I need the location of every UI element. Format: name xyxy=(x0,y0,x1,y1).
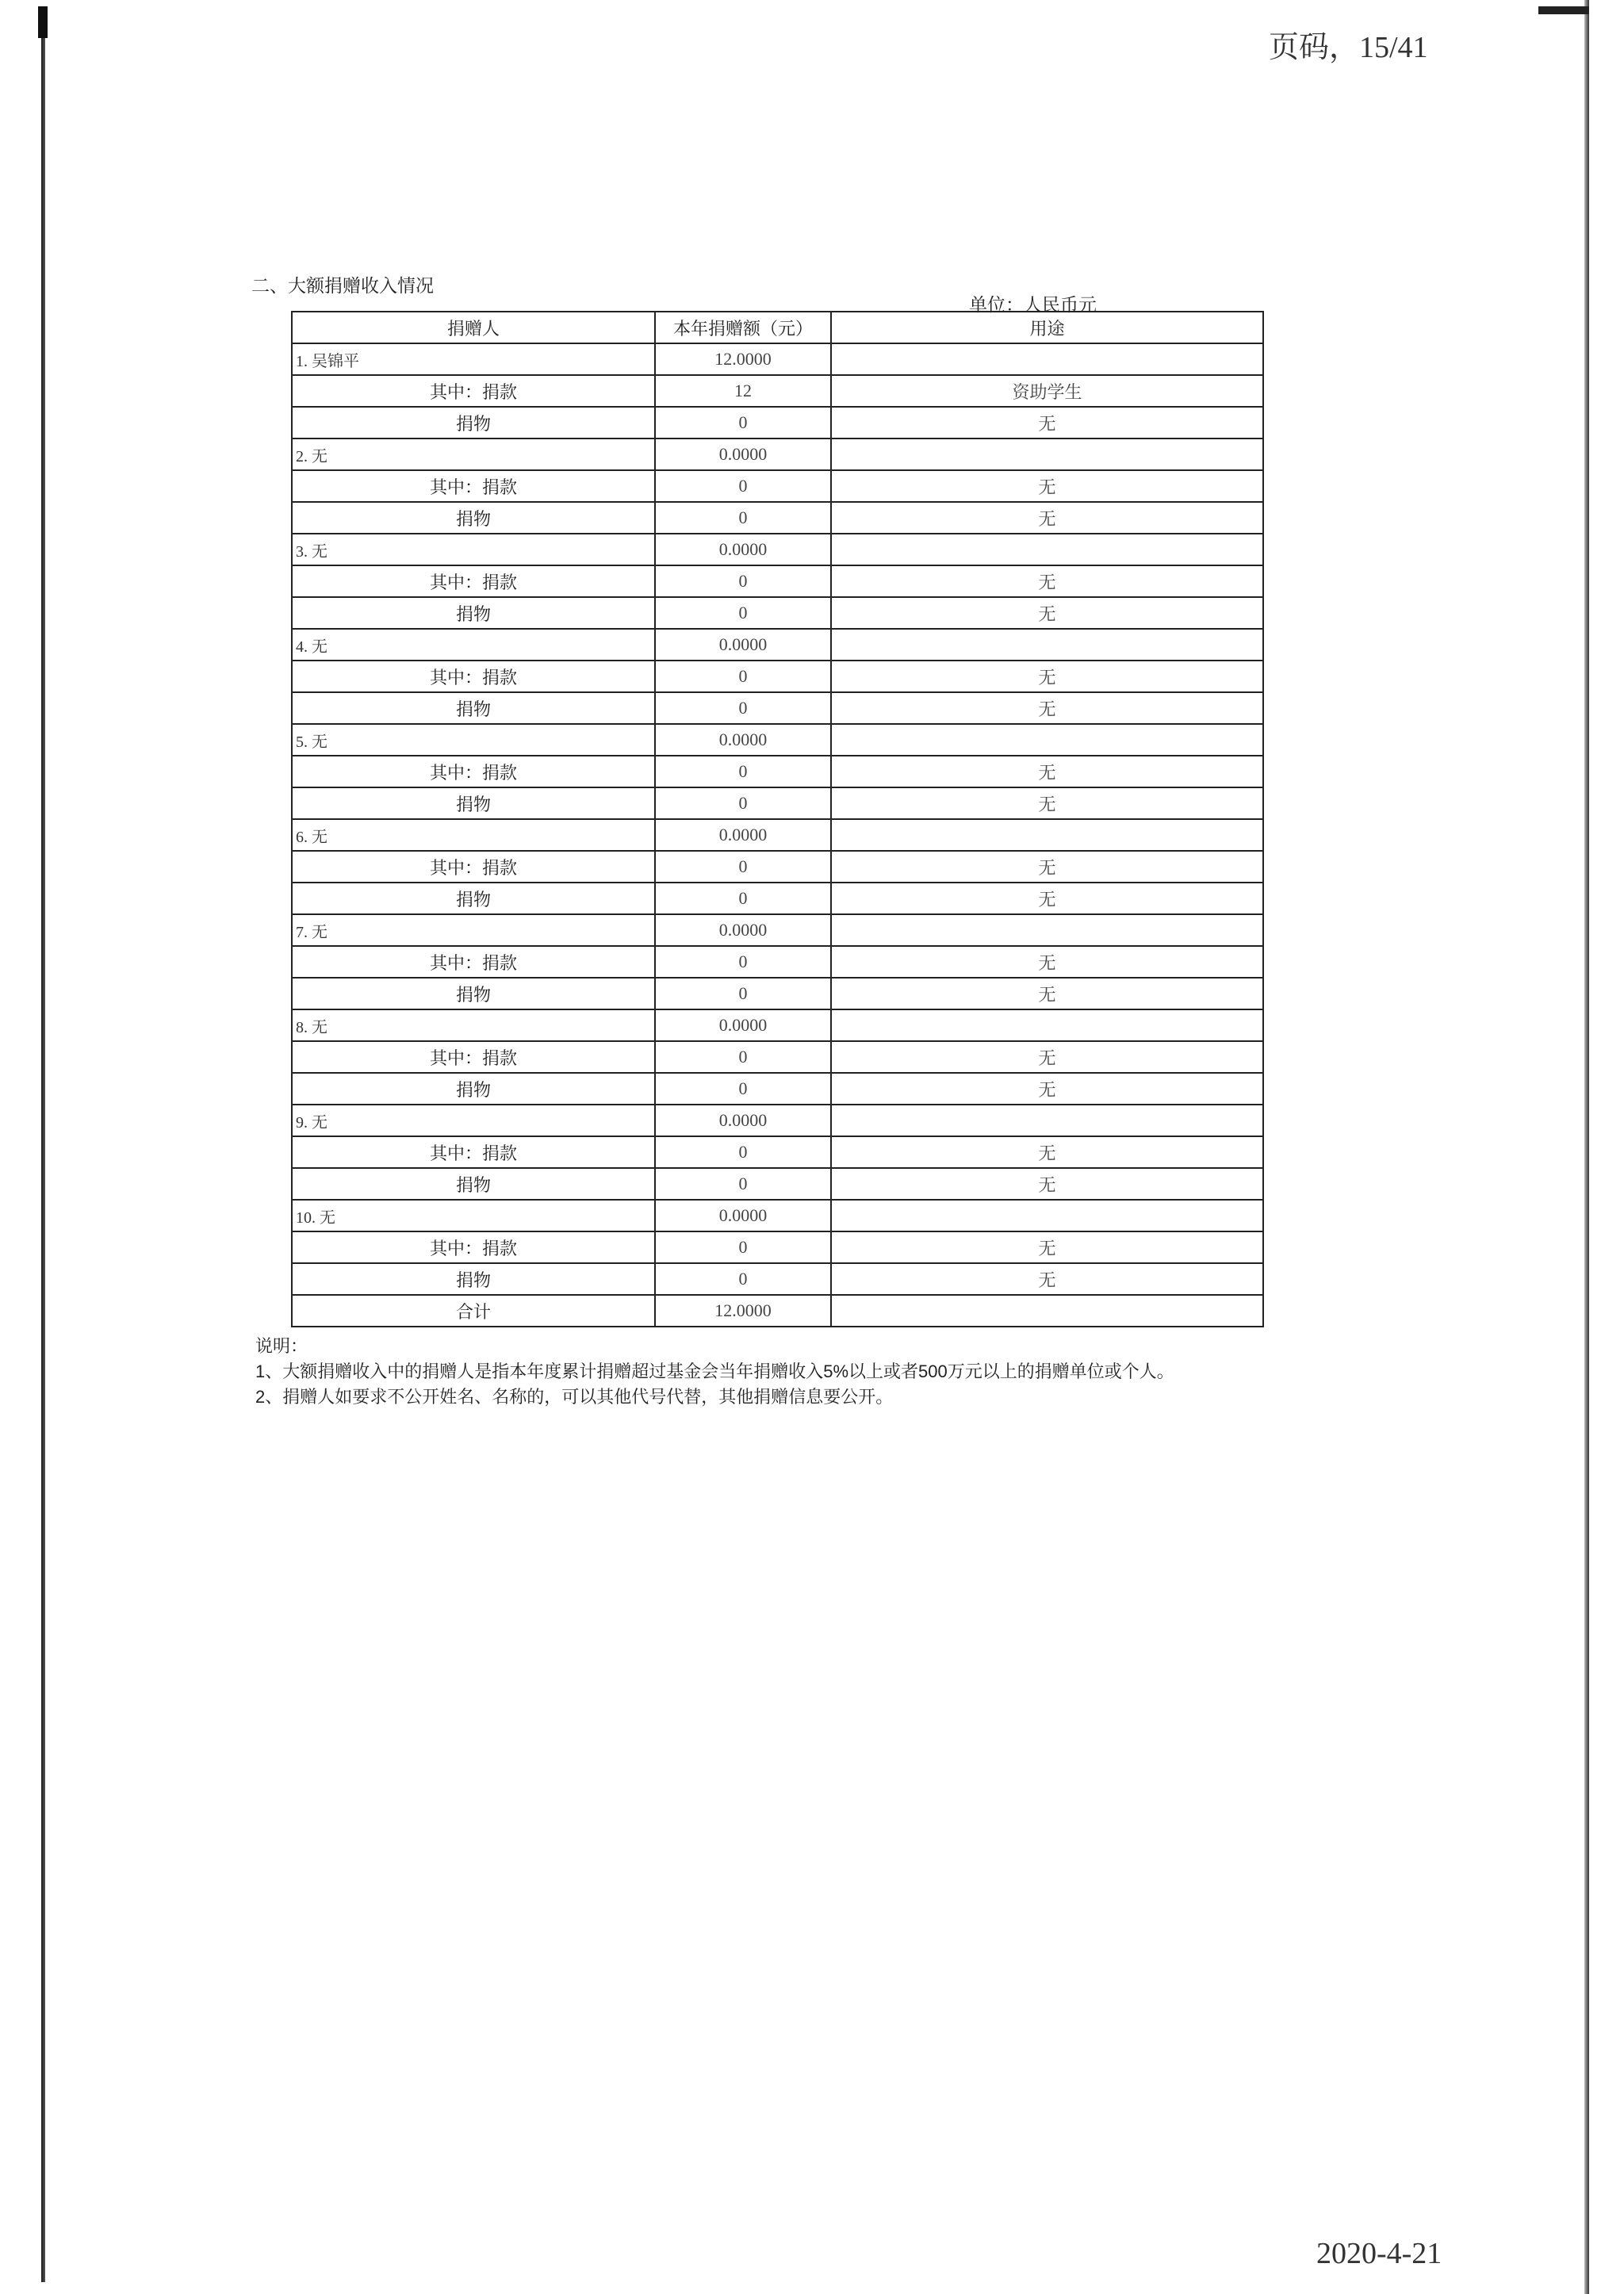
table-total-row xyxy=(292,1295,1263,1327)
unit-label: 单位：人民币元 xyxy=(969,294,1097,315)
row-label-sub: 捐物 xyxy=(292,1168,655,1200)
row-use xyxy=(831,724,1263,756)
table-row xyxy=(292,502,1263,534)
notes-heading: 说明： xyxy=(255,1336,308,1356)
row-amount: 0 xyxy=(655,756,831,787)
notes xyxy=(255,1334,1174,1410)
row-use xyxy=(831,1009,1263,1041)
table-row xyxy=(292,439,1263,470)
row-use: 无 xyxy=(831,692,1263,724)
row-amount: 0 xyxy=(655,597,831,629)
row-label-donor: 3. 无 xyxy=(292,534,655,565)
row-amount: 0.0000 xyxy=(655,534,831,565)
table-row xyxy=(292,756,1263,787)
row-label-donor: 9. 无 xyxy=(292,1105,655,1136)
row-use: 无 xyxy=(831,787,1263,819)
footer-date: 2020-4-21 xyxy=(1316,2237,1442,2270)
row-label-sub: 捐物 xyxy=(292,502,655,534)
row-label-donor: 7. 无 xyxy=(292,914,655,946)
table-body xyxy=(292,343,1263,1327)
row-label-sub: 捐物 xyxy=(292,407,655,439)
table-row xyxy=(292,1231,1263,1263)
row-use: 无 xyxy=(831,470,1263,502)
row-amount: 0 xyxy=(655,692,831,724)
row-use: 无 xyxy=(831,1168,1263,1200)
table-row xyxy=(292,819,1263,851)
page-number: 页码，15/41 xyxy=(1269,31,1428,64)
row-amount: 0 xyxy=(655,565,831,597)
row-label-donor: 10. 无 xyxy=(292,1200,655,1231)
row-amount: 0 xyxy=(655,502,831,534)
row-label-sub: 捐物 xyxy=(292,1073,655,1105)
row-amount: 0 xyxy=(655,1231,831,1263)
row-amount: 0.0000 xyxy=(655,439,831,470)
row-amount: 0 xyxy=(655,470,831,502)
table-row xyxy=(292,661,1263,692)
row-amount: 0 xyxy=(655,1136,831,1168)
row-label-donor: 4. 无 xyxy=(292,629,655,661)
table-row xyxy=(292,1041,1263,1073)
row-label-sub: 其中：捐款 xyxy=(292,756,655,787)
table-header-row xyxy=(292,312,1263,343)
row-use: 无 xyxy=(831,1041,1263,1073)
row-label-sub: 其中：捐款 xyxy=(292,1136,655,1168)
row-amount: 0.0000 xyxy=(655,1105,831,1136)
row-use xyxy=(831,1105,1263,1136)
note-item-1: 1、大额捐赠收入中的捐赠人是指本年度累计捐赠超过基金会当年捐赠收入5%以上或者500万元以上的捐赠单位或个人。 xyxy=(255,1361,1174,1381)
row-amount: 0.0000 xyxy=(655,1009,831,1041)
row-label-donor: 5. 无 xyxy=(292,724,655,756)
row-amount: 0 xyxy=(655,1168,831,1200)
column-header-use: 用途 xyxy=(831,312,1263,343)
row-use: 无 xyxy=(831,883,1263,914)
row-use: 无 xyxy=(831,851,1263,883)
row-label-sub: 其中：捐款 xyxy=(292,661,655,692)
total-amount: 12.0000 xyxy=(655,1295,831,1327)
donation-table xyxy=(291,311,1264,1327)
table-row xyxy=(292,375,1263,407)
table-row xyxy=(292,787,1263,819)
row-use: 无 xyxy=(831,597,1263,629)
scan-edge-right-mark xyxy=(1538,6,1589,14)
row-label-sub: 捐物 xyxy=(292,787,655,819)
table-row xyxy=(292,1073,1263,1105)
table-row xyxy=(292,1168,1263,1200)
section-title: 二、大额捐赠收入情况 xyxy=(251,275,434,296)
table-row xyxy=(292,1263,1263,1295)
row-label-sub: 捐物 xyxy=(292,883,655,914)
row-amount: 0 xyxy=(655,407,831,439)
row-label-sub: 捐物 xyxy=(292,597,655,629)
row-amount: 0 xyxy=(655,978,831,1009)
row-label-sub: 其中：捐款 xyxy=(292,470,655,502)
row-use: 无 xyxy=(831,565,1263,597)
table-row xyxy=(292,343,1263,375)
table-row xyxy=(292,978,1263,1009)
table-row xyxy=(292,1009,1263,1041)
row-label-sub: 其中：捐款 xyxy=(292,1041,655,1073)
row-amount: 0.0000 xyxy=(655,1200,831,1231)
scan-edge-right xyxy=(1584,0,1589,2294)
column-header-amount: 本年捐赠额（元） xyxy=(655,312,831,343)
scan-edge-left xyxy=(41,6,45,2282)
note-item-2: 2、捐赠人如要求不公开姓名、名称的，可以其他代号代替，其他捐赠信息要公开。 xyxy=(255,1387,894,1407)
row-use xyxy=(831,914,1263,946)
row-amount: 0.0000 xyxy=(655,629,831,661)
row-amount: 0 xyxy=(655,1041,831,1073)
table-row xyxy=(292,629,1263,661)
table-row xyxy=(292,407,1263,439)
table-row xyxy=(292,851,1263,883)
table-row xyxy=(292,724,1263,756)
row-amount: 0 xyxy=(655,946,831,978)
table-row xyxy=(292,883,1263,914)
row-label-sub: 其中：捐款 xyxy=(292,851,655,883)
table-row xyxy=(292,1136,1263,1168)
row-label-donor: 8. 无 xyxy=(292,1009,655,1041)
row-amount: 0 xyxy=(655,1263,831,1295)
row-label-donor: 6. 无 xyxy=(292,819,655,851)
row-label-sub: 其中：捐款 xyxy=(292,375,655,407)
row-label-sub: 其中：捐款 xyxy=(292,565,655,597)
row-use xyxy=(831,629,1263,661)
total-use xyxy=(831,1295,1263,1327)
row-use: 无 xyxy=(831,1263,1263,1295)
table-row xyxy=(292,534,1263,565)
row-label-sub: 捐物 xyxy=(292,978,655,1009)
row-use: 无 xyxy=(831,946,1263,978)
row-amount: 0 xyxy=(655,851,831,883)
row-use: 无 xyxy=(831,661,1263,692)
row-label-sub: 其中：捐款 xyxy=(292,1231,655,1263)
row-use: 资助学生 xyxy=(831,375,1263,407)
row-label-donor: 1. 吴锦平 xyxy=(292,343,655,375)
row-use xyxy=(831,343,1263,375)
row-amount: 0 xyxy=(655,787,831,819)
row-use: 无 xyxy=(831,1136,1263,1168)
row-amount: 0.0000 xyxy=(655,914,831,946)
row-use: 无 xyxy=(831,1073,1263,1105)
table-row xyxy=(292,914,1263,946)
row-use: 无 xyxy=(831,502,1263,534)
row-use xyxy=(831,1200,1263,1231)
row-amount: 0 xyxy=(655,883,831,914)
row-use xyxy=(831,534,1263,565)
row-amount: 12 xyxy=(655,375,831,407)
table-row xyxy=(292,1105,1263,1136)
row-use: 无 xyxy=(831,1231,1263,1263)
table-row xyxy=(292,692,1263,724)
table-row xyxy=(292,565,1263,597)
table-row xyxy=(292,597,1263,629)
column-header-donor: 捐赠人 xyxy=(292,312,655,343)
total-label: 合计 xyxy=(292,1295,655,1327)
scan-edge-left-mark xyxy=(38,6,48,38)
table-row xyxy=(292,1200,1263,1231)
row-amount: 0 xyxy=(655,1073,831,1105)
row-label-sub: 捐物 xyxy=(292,692,655,724)
row-amount: 0.0000 xyxy=(655,724,831,756)
row-use xyxy=(831,819,1263,851)
row-label-sub: 捐物 xyxy=(292,1263,655,1295)
row-label-donor: 2. 无 xyxy=(292,439,655,470)
table-row xyxy=(292,946,1263,978)
row-use: 无 xyxy=(831,978,1263,1009)
row-amount: 0.0000 xyxy=(655,819,831,851)
row-amount: 0 xyxy=(655,661,831,692)
row-use: 无 xyxy=(831,756,1263,787)
row-use xyxy=(831,439,1263,470)
row-amount: 12.0000 xyxy=(655,343,831,375)
table-row xyxy=(292,470,1263,502)
row-label-sub: 其中：捐款 xyxy=(292,946,655,978)
row-use: 无 xyxy=(831,407,1263,439)
